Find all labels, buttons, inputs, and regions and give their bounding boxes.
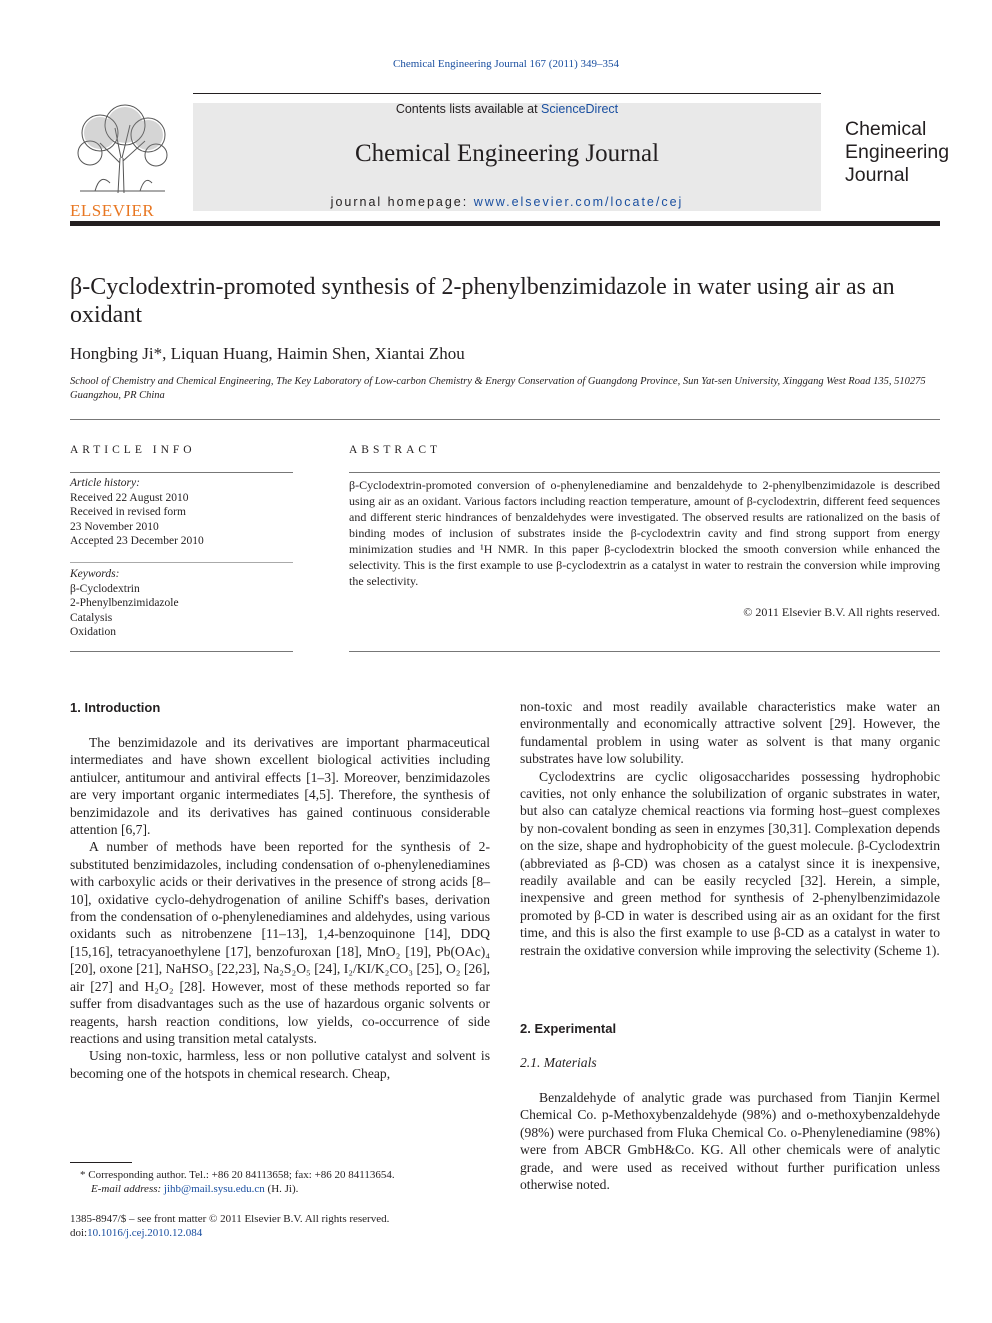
front-matter [70, 1212, 520, 1240]
elsevier-tree-icon [70, 103, 172, 195]
intro-paragraph: Using non-toxic, harmless, less or non pollutive catalyst and solvent is becoming one of the hotspots in chemical research. Cheap, [70, 1048, 490, 1081]
article-title: β-Cyclodextrin-promoted synthesis of 2-phenylbenzimidazole in water using air as an oxidant [70, 274, 895, 328]
section-heading-introduction: 1. Introduction [70, 700, 161, 715]
homepage-line [193, 195, 821, 209]
issn-line: 1385-8947/$ – see front matter © 2011 Elsevier B.V. All rights reserved. [70, 1213, 390, 1225]
intro-paragraph: non-toxic and most readily available characteristics make water an environmentally and economically attractive solvent [29]. However, the fundamental problem in using water as solvent is that many organic substrates have low solubility. [520, 699, 940, 767]
keyword: β-Cyclodextrin [70, 582, 140, 595]
contents-line [193, 102, 821, 116]
author-list: Hongbing Ji*, Liquan Huang, Haimin Shen, Xiantai Zhou [70, 344, 465, 363]
homepage-link[interactable]: www.elsevier.com/locate/cej [473, 195, 684, 209]
article-info-rule [70, 472, 293, 473]
affiliation: School of Chemistry and Chemical Engineering, The Key Laboratory of Low-carbon Chemistry & Energy Conservation of Guangdong Province, Sun Yat-sen University, Xinggang West Road 135, 510275 Guangzhou, PR China [70, 376, 926, 401]
abstract-rule [349, 472, 940, 473]
journal-cover-text[interactable] [845, 118, 949, 187]
section-heading-experimental: 2. Experimental [520, 1021, 617, 1036]
doi-link[interactable]: 10.1016/j.cej.2010.12.084 [87, 1227, 203, 1239]
keyword: Catalysis [70, 611, 113, 624]
email-label: E-mail address: [91, 1183, 164, 1195]
elsevier-logo[interactable] [70, 103, 172, 220]
footnote-block [80, 1168, 510, 1196]
footnote-rule [70, 1162, 132, 1163]
corresponding-author: * Corresponding author. Tel.: +86 20 84113658; fax: +86 20 84113654. [80, 1169, 395, 1181]
article-history [70, 476, 293, 549]
publisher-name: ELSEVIER [70, 201, 155, 220]
keyword: Oxidation [70, 626, 116, 638]
doi-line [70, 1226, 520, 1240]
left-column [70, 734, 490, 1082]
journal-citation[interactable]: Chemical Engineering Journal 167 (2011) 349–354 [393, 58, 619, 70]
cover-line: Engineering [845, 141, 950, 163]
history-label: Article history: [70, 477, 140, 489]
doi-label: doi: [70, 1227, 88, 1239]
history-item: Received 22 August 2010 [70, 491, 189, 504]
right-column [520, 698, 940, 959]
subsection-heading-materials: 2.1. Materials [520, 1055, 597, 1070]
sciencedirect-link[interactable]: ScienceDirect [541, 102, 619, 116]
abstract-heading: ABSTRACT [349, 444, 442, 456]
keywords-label: Keywords: [70, 568, 120, 580]
history-item: 23 November 2010 [70, 520, 159, 533]
intro-paragraph: The benzimidazole and its derivatives are important pharmaceutical intermediates and have shown excellent biological activities including antiulcer, antitumour and antiviral effects [1–3]. Moreover, benzimidazoles are very important organic intermediates [4,5]. Therefore, the synthesis of benzimidazole and its derivatives has gained continuous considerable attention [6,7]. [70, 735, 490, 838]
email-line [80, 1182, 510, 1196]
materials-paragraph: Benzaldehyde of analytic grade was purchased from Tianjin Kermel Chemical Co. p-Methoxybenzaldehyde (98%) and o-methoxybenzaldehyde (98%) were purchased from Fluka Chemical Co. o-Phenylenediamine (98%) were from ABCR GmbH&Co. KG. All other chemicals were of analytic grade, and were used as received without further purification unless otherwise noted. [520, 1090, 940, 1193]
materials-column [520, 1089, 940, 1193]
history-item: Received in revised form [70, 506, 186, 518]
keywords-rule [70, 562, 293, 563]
header-thick-rule [70, 221, 940, 226]
email-link[interactable]: jihb@mail.sysu.edu.cn [163, 1183, 265, 1195]
intro-paragraph: A number of methods have been reported for the synthesis of 2-substituted benzimidazoles, including condensation of o-phenylenediamines with carboxylic acids or their derivatives in the presence of strong acids [8–10], oxidative cyclo-dehydrogenation of aniline Schiff's bases, derivation from the condensation of o-phenylenediamines and aldehydes, using various oxidants such as nitrobenzene [11–13], 1,4-benzoquinone [14], DDQ [15,16], tetracyanoethylene [17], benzofuroxan [18], MnO₂ [19], Pb(OAc)₄ [20], oxone [21], NaHSO₃ [22,23], Na₂S₂O₅ [24], I₂/KI/K₂CO₃ [25], O₂ [26], air [27] and H₂O₂ [28]. However, most of these methods reported so far suffer from disadvantages such as the use of hazardous organic solvents or reagents, harsh reaction conditions, low yields, co-occurrence of side reactions and using transition metal catalysts. [70, 839, 490, 1046]
copyright: © 2011 Elsevier B.V. All rights reserved. [743, 605, 940, 619]
header-top-rule [193, 93, 821, 94]
cover-line: Chemical [845, 118, 927, 140]
article-info-heading: ARTICLE INFO [70, 444, 196, 456]
intro-paragraph: Cyclodextrins are cyclic oligosaccharides possessing hydrophobic cavities, not only enhance the solubilization of organic substrates in water, but also can catalyze chemical reactions via forming host–guest complexes by non-covalent bonding as seen in enzymes [30,31]. Complexation depends on the size, shape and hydrophobicity of the guest molecule. β-Cyclodextrin (abbreviated as β-CD) was chosen as a catalyst since it is inexpensive, readily available and can be easily recycled [32]. Herein, a simple, inexpensive and green method for synthesis of 2-phenylbenzimidazole promoted by β-CD in water is described using air as an oxidant for the first time, and this is also the first example to use β-CD as a catalyst in water to restrain the oxidative conversion while improving the selectivity (Scheme 1). [520, 768, 940, 958]
email-suffix: (H. Ji). [264, 1183, 299, 1195]
contents-prefix: Contents lists available at [395, 102, 542, 116]
homepage-prefix: journal homepage: [330, 195, 474, 209]
keywords-block [70, 567, 293, 640]
title-block-rule [70, 419, 940, 420]
cover-line: Journal [845, 164, 909, 186]
article-info-bottom-rule [70, 651, 293, 652]
abstract-bottom-rule [349, 651, 940, 652]
keyword: 2-Phenylbenzimidazole [70, 597, 179, 609]
abstract-text: β-Cyclodextrin-promoted conversion of o-phenylenediamine and benzaldehyde to 2-phenylbenzimidazole is described using air as an oxidant. Various factors including reaction temperature, amount of β-cyclodextrin, different feed sequences and different steric hindrances of benzaldehydes were investigated. The observed results are rationalized on the basis of binding modes of inclusion of substrates inside the β-cyclodextrin cavity and find strong support from energy minimization studies and ¹H NMR. In this paper β-cyclodextrin blocked the smooth conversion while enhanced the selectivity. This is the first example to use β-cyclodextrin as a catalyst in water to restrain the conversion while improving the selectivity. [349, 478, 940, 588]
journal-title: Chemical Engineering Journal [354, 140, 660, 167]
history-item: Accepted 23 December 2010 [70, 535, 204, 547]
